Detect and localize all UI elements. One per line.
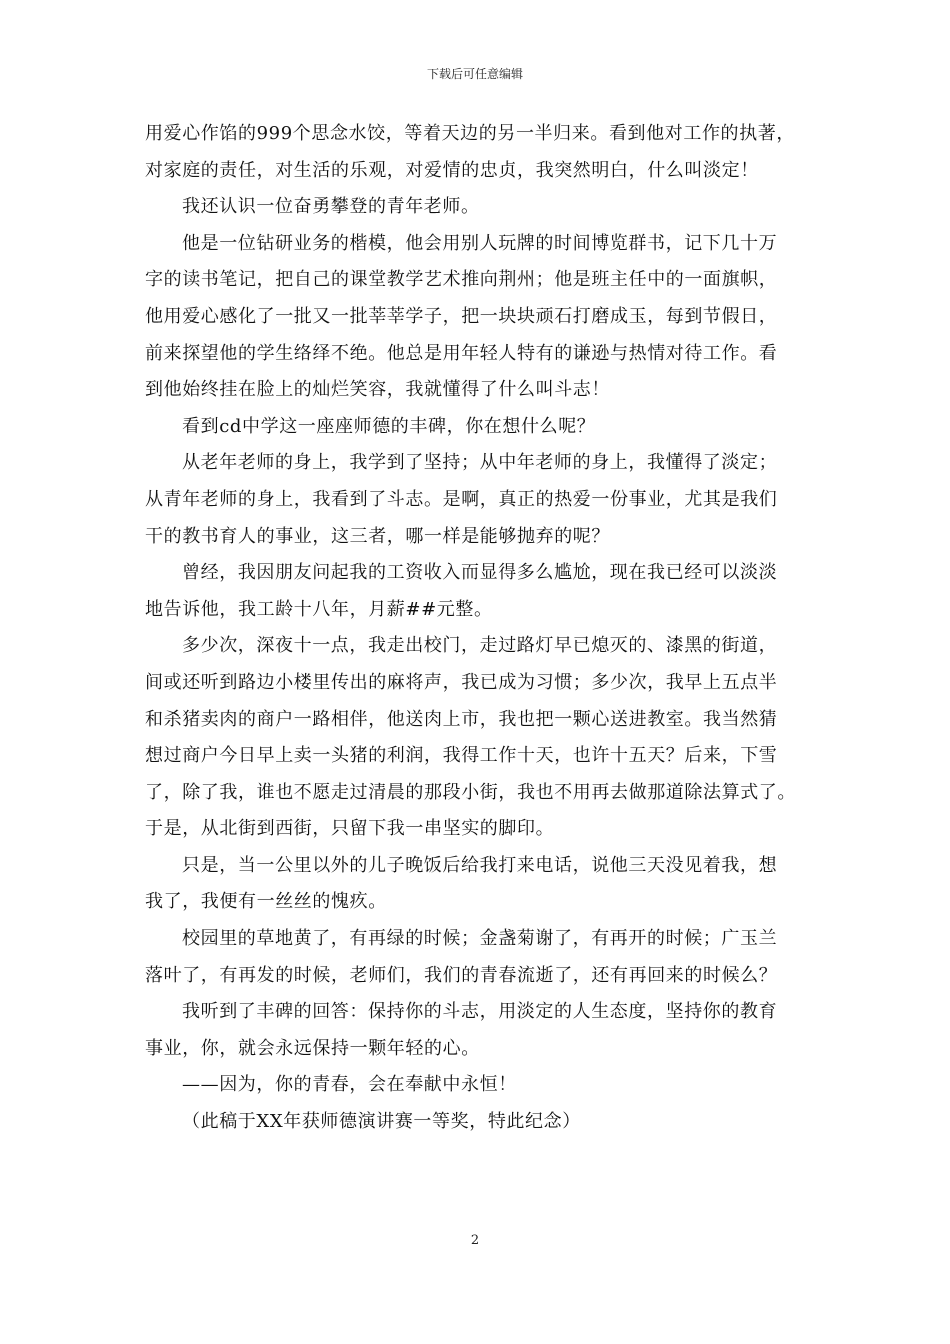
body-line: 到他始终挂在脸上的灿烂笑容，我就懂得了什么叫斗志！ — [145, 379, 610, 401]
body-line: 想过商户今日早上卖一头猪的利润，我得工作十天，也许十五天？后来，下雪 — [145, 745, 778, 767]
body-line: 地告诉他，我工龄十八年，月薪##元整。 — [145, 598, 493, 620]
page-header: 下载后可任意编辑 — [426, 67, 523, 81]
body-line: 他用爱心感化了一批又一批莘莘学子，把一块块顽石打磨成玉，每到节假日， — [145, 305, 778, 327]
paragraph-start: 我还认识一位奋勇攀登的青年老师。 — [182, 196, 480, 218]
body-line: 事业，你，就会永远保持一颗年轻的心。 — [145, 1037, 480, 1059]
paragraph-start: 曾经，我因朋友问起我的工资收入而显得多么尴尬，现在我已经可以淡淡 — [182, 562, 778, 584]
paragraph-start: 我听到了丰碑的回答：保持你的斗志，用淡定的人生态度，坚持你的教育 — [182, 1001, 778, 1023]
document-body — [145, 116, 825, 1141]
paragraph-start: 只是，当一公里以外的儿子晚饭后给我打来电话，说他三天没见着我，想 — [182, 854, 778, 876]
page-number: 2 — [470, 1233, 480, 1248]
paragraph-start: 看到cd中学这一座座师德的丰碑，你在想什么呢？ — [182, 415, 596, 437]
body-line: 了，除了我，谁也不愿走过清晨的那段小街，我也不用再去做那道除法算式了。 — [145, 781, 796, 803]
body-line: 间或还听到路边小楼里传出的麻将声，我已成为习惯；多少次，我早上五点半 — [145, 671, 778, 693]
body-line: 对家庭的责任，对生活的乐观，对爱情的忠贞，我突然明白，什么叫淡定！ — [145, 159, 759, 181]
closing-note: （此稿于XX年获师德演讲赛一等奖，特此纪念） — [182, 1111, 581, 1133]
body-line: 于是，从北街到西街，只留下我一串坚实的脚印。 — [145, 818, 555, 840]
body-line: 前来探望他的学生络绎不绝。他总是用年轻人特有的谦逊与热情对待工作。看 — [145, 342, 778, 364]
body-line: 干的教书育人的事业，这三者，哪一样是能够抛弃的呢？ — [145, 525, 610, 547]
paragraph-start: 多少次，深夜十一点，我走出校门，走过路灯早已熄灭的、漆黑的街道， — [182, 635, 778, 657]
body-line: 字的读书笔记，把自己的课堂教学艺术推向荆州；他是班主任中的一面旗帜， — [145, 269, 778, 291]
paragraph-start: ——因为，你的青春，会在奉献中永恒！ — [182, 1074, 517, 1096]
paragraph-start: 校园里的草地黄了，有再绿的时候；金盏菊谢了，有再开的时候；广玉兰 — [182, 928, 778, 950]
body-line: 用爱心作馅的999个思念水饺，等着天边的另一半归来。看到他对工作的执著， — [145, 123, 795, 144]
body-line: 我了，我便有一丝丝的愧疚。 — [145, 891, 387, 913]
body-line: 和杀猪卖肉的商户一路相伴，他送肉上市，我也把一颗心送进教室。我当然猜 — [145, 708, 778, 730]
paragraph-start: 他是一位钻研业务的楷模，他会用别人玩牌的时间博览群书，记下几十万 — [182, 232, 778, 254]
body-line: 从青年老师的身上，我看到了斗志。是啊，真正的热爱一份事业，尤其是我们 — [145, 488, 778, 510]
paragraph-start: 从老年老师的身上，我学到了坚持；从中年老师的身上，我懂得了淡定； — [182, 452, 778, 474]
body-line: 落叶了，有再发的时候，老师们，我们的青春流逝了，还有再回来的时候么？ — [145, 964, 778, 986]
